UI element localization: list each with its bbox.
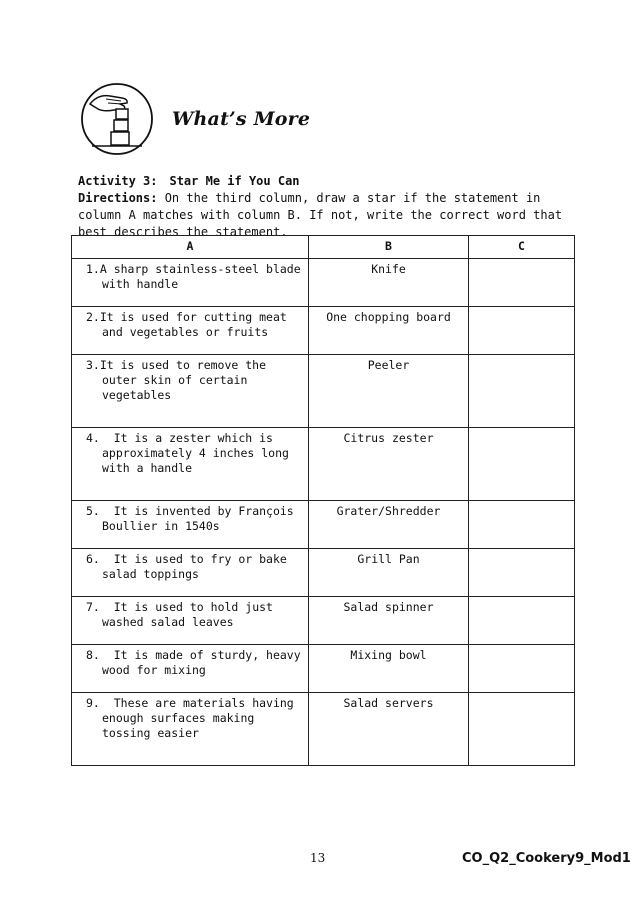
answer-cell[interactable] (469, 307, 575, 355)
answer-cell[interactable] (469, 501, 575, 549)
answer-cell[interactable] (469, 597, 575, 645)
row-number: 2. (86, 310, 100, 324)
directions (78, 190, 578, 241)
match-cell: Mixing bowl (309, 645, 469, 693)
activity-name: Star Me if You Can (169, 174, 300, 188)
statement-text: These are materials having enough surfaces making tossing easier (102, 696, 294, 740)
activity-heading (78, 173, 578, 190)
statement-cell (72, 428, 309, 501)
statement-text: It is used to remove the outer skin of certain vegetables (99, 358, 267, 402)
answer-cell[interactable] (469, 549, 575, 597)
row-number: 7. (86, 600, 100, 614)
hand-stacking-blocks-icon (80, 82, 154, 156)
table-row (72, 428, 575, 501)
statement-cell (72, 645, 309, 693)
row-number: 1. (86, 262, 100, 276)
table-row (72, 597, 575, 645)
match-cell: Peeler (309, 355, 469, 428)
section-header (80, 82, 380, 162)
match-cell: Salad spinner (309, 597, 469, 645)
answer-cell[interactable] (469, 355, 575, 428)
match-cell: One chopping board (309, 307, 469, 355)
answer-cell[interactable] (469, 259, 575, 307)
directions-text: On the third column, draw a star if the statement in column A matches with column B. If not, write the correct word that best describes the statement. (78, 191, 563, 239)
activity-table (71, 235, 575, 766)
match-cell: Salad servers (309, 693, 469, 766)
statement-cell (72, 693, 309, 766)
table-header-row (72, 236, 575, 259)
column-header-c: C (469, 236, 575, 259)
activity-number: Activity 3: (78, 174, 158, 188)
table-row (72, 693, 575, 766)
answer-cell[interactable] (469, 645, 575, 693)
table-row (72, 645, 575, 693)
statement-cell (72, 355, 309, 428)
statement-text: It is used for cutting meat and vegetables or fruits (99, 310, 287, 339)
statement-text: It is used to fry or bake salad toppings (102, 552, 287, 581)
table-row (72, 259, 575, 307)
match-cell: Grill Pan (309, 549, 469, 597)
row-number: 9. (86, 696, 100, 710)
column-header-a: A (72, 236, 309, 259)
statement-text: It is used to hold just washed salad leaves (102, 600, 273, 629)
row-number: 3. (86, 358, 100, 372)
statement-text: It is invented by François Boullier in 1540s (102, 504, 294, 533)
table-row (72, 549, 575, 597)
match-cell: Knife (309, 259, 469, 307)
row-number: 6. (86, 552, 100, 566)
column-header-b: B (309, 236, 469, 259)
statement-cell (72, 549, 309, 597)
row-number: 5. (86, 504, 100, 518)
statement-cell (72, 307, 309, 355)
table-row (72, 355, 575, 428)
answer-cell[interactable] (469, 693, 575, 766)
statement-text: It is made of sturdy, heavy wood for mixing (102, 648, 301, 677)
row-number: 8. (86, 648, 100, 662)
answer-cell[interactable] (469, 428, 575, 501)
page-number: 13 (310, 851, 326, 865)
statement-text: It is a zester which is approximately 4 inches long with a handle (102, 431, 289, 475)
section-title: What’s More (172, 108, 311, 130)
statement-cell (72, 259, 309, 307)
statement-cell (72, 501, 309, 549)
table-row (72, 307, 575, 355)
match-cell: Grater/Shredder (309, 501, 469, 549)
statement-cell (72, 597, 309, 645)
statement-text: A sharp stainless-steel blade with handle (99, 262, 301, 291)
activity-instructions (78, 173, 578, 241)
table-row (72, 501, 575, 549)
module-code: CO_Q2_Cookery9_Mod1 (462, 851, 631, 866)
row-number: 4. (86, 431, 100, 445)
directions-label: Directions: (78, 191, 158, 205)
match-cell: Citrus zester (309, 428, 469, 501)
